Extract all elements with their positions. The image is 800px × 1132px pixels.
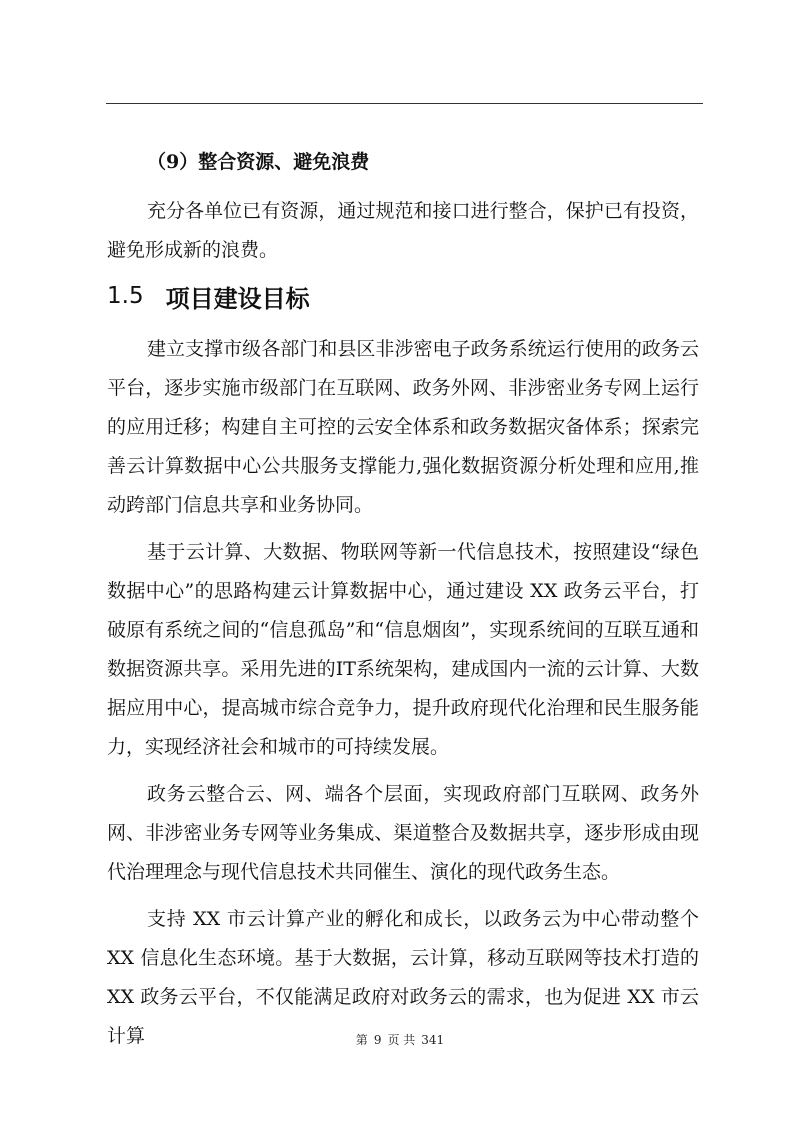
page-footer — [0, 1031, 800, 1048]
paragraph: 基于云计算、大数据、物联网等新一代信息技术，按照建设“绿色数据中心”的思路构建云计算数据中心，通过建设 XX 政务云平台，打破原有系统之间的“信息孤岛”和“信息烟囱”，实现系统间的互联互通和数据资源共享。采用先进的IT系统架构，建成国内一流的云计算、大数据应用中心，提高城市综合竞争力，提升政府现代化治理和民生服务能力，实现经济社会和城市的可持续发展。 — [107, 541, 699, 758]
paragraph: 建立支撑市级各部门和县区非涉密电子政务系统运行使用的政务云平台，逐步实施市级部门在互联网、政务外网、非涉密业务专网上运行的应用迁移；构建自主可控的云安全体系和政务数据灾备体系；探索完善云计算数据中心公共服务支撑能力,强化数据资源分析处理和应用,推动跨部门信息共享和业务协同。 — [107, 338, 699, 516]
paragraph: 充分各单位已有资源，通过规范和接口进行整合，保护已有投资，避免形成新的浪费。 — [107, 200, 699, 261]
header-rule — [106, 103, 703, 104]
section-title: 项目建设目标 — [165, 283, 310, 313]
footer-prefix: 第 — [355, 1033, 368, 1047]
total-pages: 341 — [421, 1033, 445, 1047]
paragraph: 政务云整合云、网、端各个层面，实现政府部门互联网、政务外网、非涉密业务专网等业务集成、渠道整合及数据共享，逐步形成由现代治理理念与现代信息技术共同催生、演化的现代政务生态。 — [107, 783, 699, 883]
page-number: 9 — [373, 1033, 382, 1047]
section-number: 1.5 — [107, 283, 144, 309]
paragraph: 支持 XX 市云计算产业的孵化和成长，以政务云为中心带动整个 XX 信息化生态环境。基于大数据，云计算，移动互联网等技术打造的 XX 政务云平台，不仅能满足政府对政务云的需求，也为促进 XX 市云计算 — [107, 908, 699, 1047]
document-body — [107, 140, 699, 1056]
subheading: （9）整合资源、避免浪费 — [147, 151, 370, 173]
section-heading — [107, 270, 699, 322]
footer-middle: 页 共 — [387, 1033, 416, 1047]
